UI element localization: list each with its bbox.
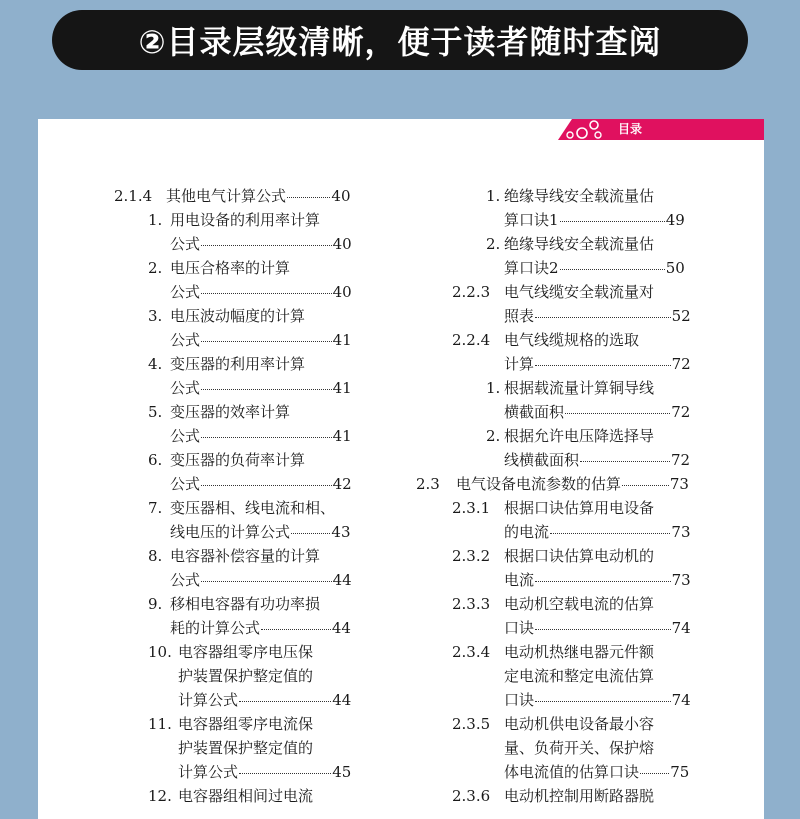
toc-entry-number: 2.3.3: [452, 595, 491, 613]
dot-leader: [565, 413, 670, 414]
header-title: 目录: [618, 122, 643, 136]
toc-page-number: 44: [332, 571, 352, 589]
toc-entry-number: 2.: [486, 235, 501, 253]
banner-text: ②目录层级清晰，便于读者随时查阅: [138, 23, 662, 61]
dot-leader: [287, 197, 330, 198]
toc-entry-title: 绝缘导线安全载流量估: [504, 187, 655, 205]
toc-entry-title: 电气线缆规格的选取: [504, 331, 640, 349]
toc-page-number: 41: [332, 331, 352, 349]
toc-entry-title: 的电流 73: [504, 523, 691, 541]
toc-entry-title: 计算公式 44: [178, 691, 352, 709]
toc-entry-title: 根据口诀估算电动机的: [504, 547, 655, 565]
toc-entry-title: 计算公式 45: [178, 763, 352, 781]
dot-leader: [239, 701, 331, 702]
toc-entry-number: 1.: [486, 187, 501, 205]
toc-page-number: 73: [669, 475, 689, 493]
toc-page-number: 49: [665, 211, 685, 229]
toc-entry-title: 公式 41: [170, 427, 352, 445]
toc-entry-title: 体电流值的估算口诀 75: [504, 763, 690, 781]
toc-entry-title: 护装置保护整定值的: [178, 667, 314, 685]
toc-entry-number: 2.: [486, 427, 501, 445]
dot-leader: [622, 485, 669, 486]
dot-leader: [201, 293, 332, 294]
toc-page-number: 73: [671, 571, 691, 589]
toc-page-number: 44: [332, 691, 352, 709]
toc-entry-number: 2.3: [416, 475, 440, 493]
dot-leader: [201, 341, 332, 342]
toc-entry-title: 电动机控制用断路器脱: [504, 787, 655, 805]
toc-page-number: 40: [332, 235, 352, 253]
toc-entry-title: 电流 73: [504, 571, 691, 589]
toc-entry-number: 4.: [148, 355, 163, 373]
toc-entry-title: 电容器组零序电压保: [178, 643, 314, 661]
toc-entry-title: 横截面积 72: [504, 403, 691, 421]
toc-entry-title: 口诀 74: [504, 691, 691, 709]
dot-leader: [201, 581, 332, 582]
toc-entry-number: 2.3.2: [452, 547, 491, 565]
toc-page-number: 41: [332, 379, 352, 397]
toc-entry-number: 2.3.6: [452, 787, 491, 805]
toc-entry-title: 电气设备电流参数的估算 73: [456, 475, 689, 493]
toc-entry-number: 2.3.5: [452, 715, 491, 733]
dot-leader: [201, 389, 332, 390]
toc-page-number: 73: [671, 523, 691, 541]
toc-entry-title: 变压器相、线电流和相、: [170, 499, 336, 517]
dot-leader: [239, 773, 331, 774]
toc-entry-number: 2.1.4: [114, 187, 153, 205]
dot-leader: [535, 701, 671, 702]
toc-entry-title: 变压器的利用率计算: [170, 355, 306, 373]
toc-entry-number: 2.: [148, 259, 163, 277]
toc-page: [38, 119, 764, 819]
toc-page-number: 42: [332, 475, 352, 493]
toc-page-number: 52: [671, 307, 691, 325]
toc-entry-title: 公式 42: [170, 475, 352, 493]
toc-page-number: 74: [671, 691, 691, 709]
toc-entry-number: 5.: [148, 403, 163, 421]
dot-leader: [535, 317, 671, 318]
toc-entry-title: 计算 72: [504, 355, 691, 373]
toc-entry-title: 电容器补偿容量的计算: [170, 547, 321, 565]
toc-page-number: 43: [331, 523, 351, 541]
toc-page-number: 72: [671, 403, 691, 421]
toc-entry-title: 电气线缆安全载流量对: [504, 283, 655, 301]
toc-entry-title: 算口诀1 49: [504, 211, 685, 229]
dot-leader: [201, 485, 332, 486]
toc-page-number: 45: [332, 763, 352, 781]
toc-entry-title: 变压器的负荷率计算: [170, 451, 306, 469]
toc-page-number: 74: [671, 619, 691, 637]
toc-entry-number: 1.: [486, 379, 501, 397]
toc-entry-title: 电动机空载电流的估算: [504, 595, 655, 613]
toc-entry-title: 电容器组相间过电流: [178, 787, 314, 805]
dot-leader: [550, 533, 670, 534]
dot-leader: [580, 461, 670, 462]
toc-page-number: 50: [665, 259, 685, 277]
dot-leader: [201, 437, 332, 438]
toc-entry-number: 2.2.3: [452, 283, 491, 301]
dot-leader: [261, 629, 331, 630]
toc-page-number: 44: [331, 619, 351, 637]
toc-entry-title: 电动机热继电器元件额: [504, 643, 655, 661]
toc-entry-number: 2.2.4: [452, 331, 491, 349]
toc-entry-title: 算口诀2 50: [504, 259, 685, 277]
toc-page-number: 72: [671, 355, 691, 373]
toc-entry-title: 根据口诀估算用电设备: [504, 499, 655, 517]
toc-page-number: 75: [670, 763, 690, 781]
toc-entry-title: 电压波动幅度的计算: [170, 307, 306, 325]
toc-entry-title: 公式 41: [170, 331, 352, 349]
toc-entry-title: 移相电容器有功功率损: [170, 595, 321, 613]
toc-entry-title: 电压合格率的计算: [170, 259, 291, 277]
toc-entry-title: 公式 44: [170, 571, 352, 589]
toc-entry-title: 变压器的效率计算: [170, 403, 291, 421]
toc-entry-number: 9.: [148, 595, 163, 613]
toc-entry-number: 10.: [148, 643, 172, 661]
toc-entry-number: 2.3.4: [452, 643, 491, 661]
toc-entry-number: 6.: [148, 451, 163, 469]
toc-entry-title: 量、负荷开关、保护熔: [504, 739, 655, 757]
toc-entry-title: 根据允许电压降选择导: [504, 427, 655, 445]
dot-leader: [535, 629, 671, 630]
toc-entry-title: 公式 41: [170, 379, 352, 397]
toc-entry-title: 电动机供电设备最小容: [504, 715, 655, 733]
toc-page-number: 40: [332, 283, 352, 301]
dot-leader: [535, 365, 671, 366]
molecule-icon: [558, 119, 608, 141]
toc-entry-title: 绝缘导线安全载流量估: [504, 235, 655, 253]
toc-entry-title: 公式 40: [170, 283, 352, 301]
toc-entry-number: 2.3.1: [452, 499, 491, 517]
toc-entry-title: 用电设备的利用率计算: [170, 211, 321, 229]
toc-entry-title: 护装置保护整定值的: [178, 739, 314, 757]
promo-banner: [52, 10, 748, 70]
toc-entry-title: 线横截面积 72: [504, 451, 691, 469]
toc-entry-title: 其他电气计算公式 40: [166, 187, 351, 205]
toc-entry-number: 7.: [148, 499, 163, 517]
dot-leader: [291, 533, 330, 534]
toc-entry-title: 耗的计算公式 44: [170, 619, 351, 637]
toc-page-number: 40: [331, 187, 351, 205]
toc-entry-title: 定电流和整定电流估算: [504, 667, 655, 685]
toc-entry-title: 口诀 74: [504, 619, 691, 637]
dot-leader: [560, 221, 665, 222]
toc-entry-number: 12.: [148, 787, 172, 805]
dot-leader: [640, 773, 669, 774]
toc-entry-number: 11.: [148, 715, 172, 733]
toc-entry-title: 电容器组零序电流保: [178, 715, 314, 733]
toc-entry-title: 根据载流量计算铜导线: [504, 379, 655, 397]
toc-entry-number: 8.: [148, 547, 163, 565]
toc-entry-title: 线电压的计算公式 43: [170, 523, 351, 541]
dot-leader: [535, 581, 671, 582]
toc-entry-title: 照表 52: [504, 307, 691, 325]
toc-entry-number: 3.: [148, 307, 163, 325]
toc-entry-number: 1.: [148, 211, 163, 229]
dot-leader: [560, 269, 665, 270]
toc-entry-title: 公式 40: [170, 235, 352, 253]
toc-page-number: 72: [671, 451, 691, 469]
toc-page-number: 41: [332, 427, 352, 445]
dot-leader: [201, 245, 332, 246]
